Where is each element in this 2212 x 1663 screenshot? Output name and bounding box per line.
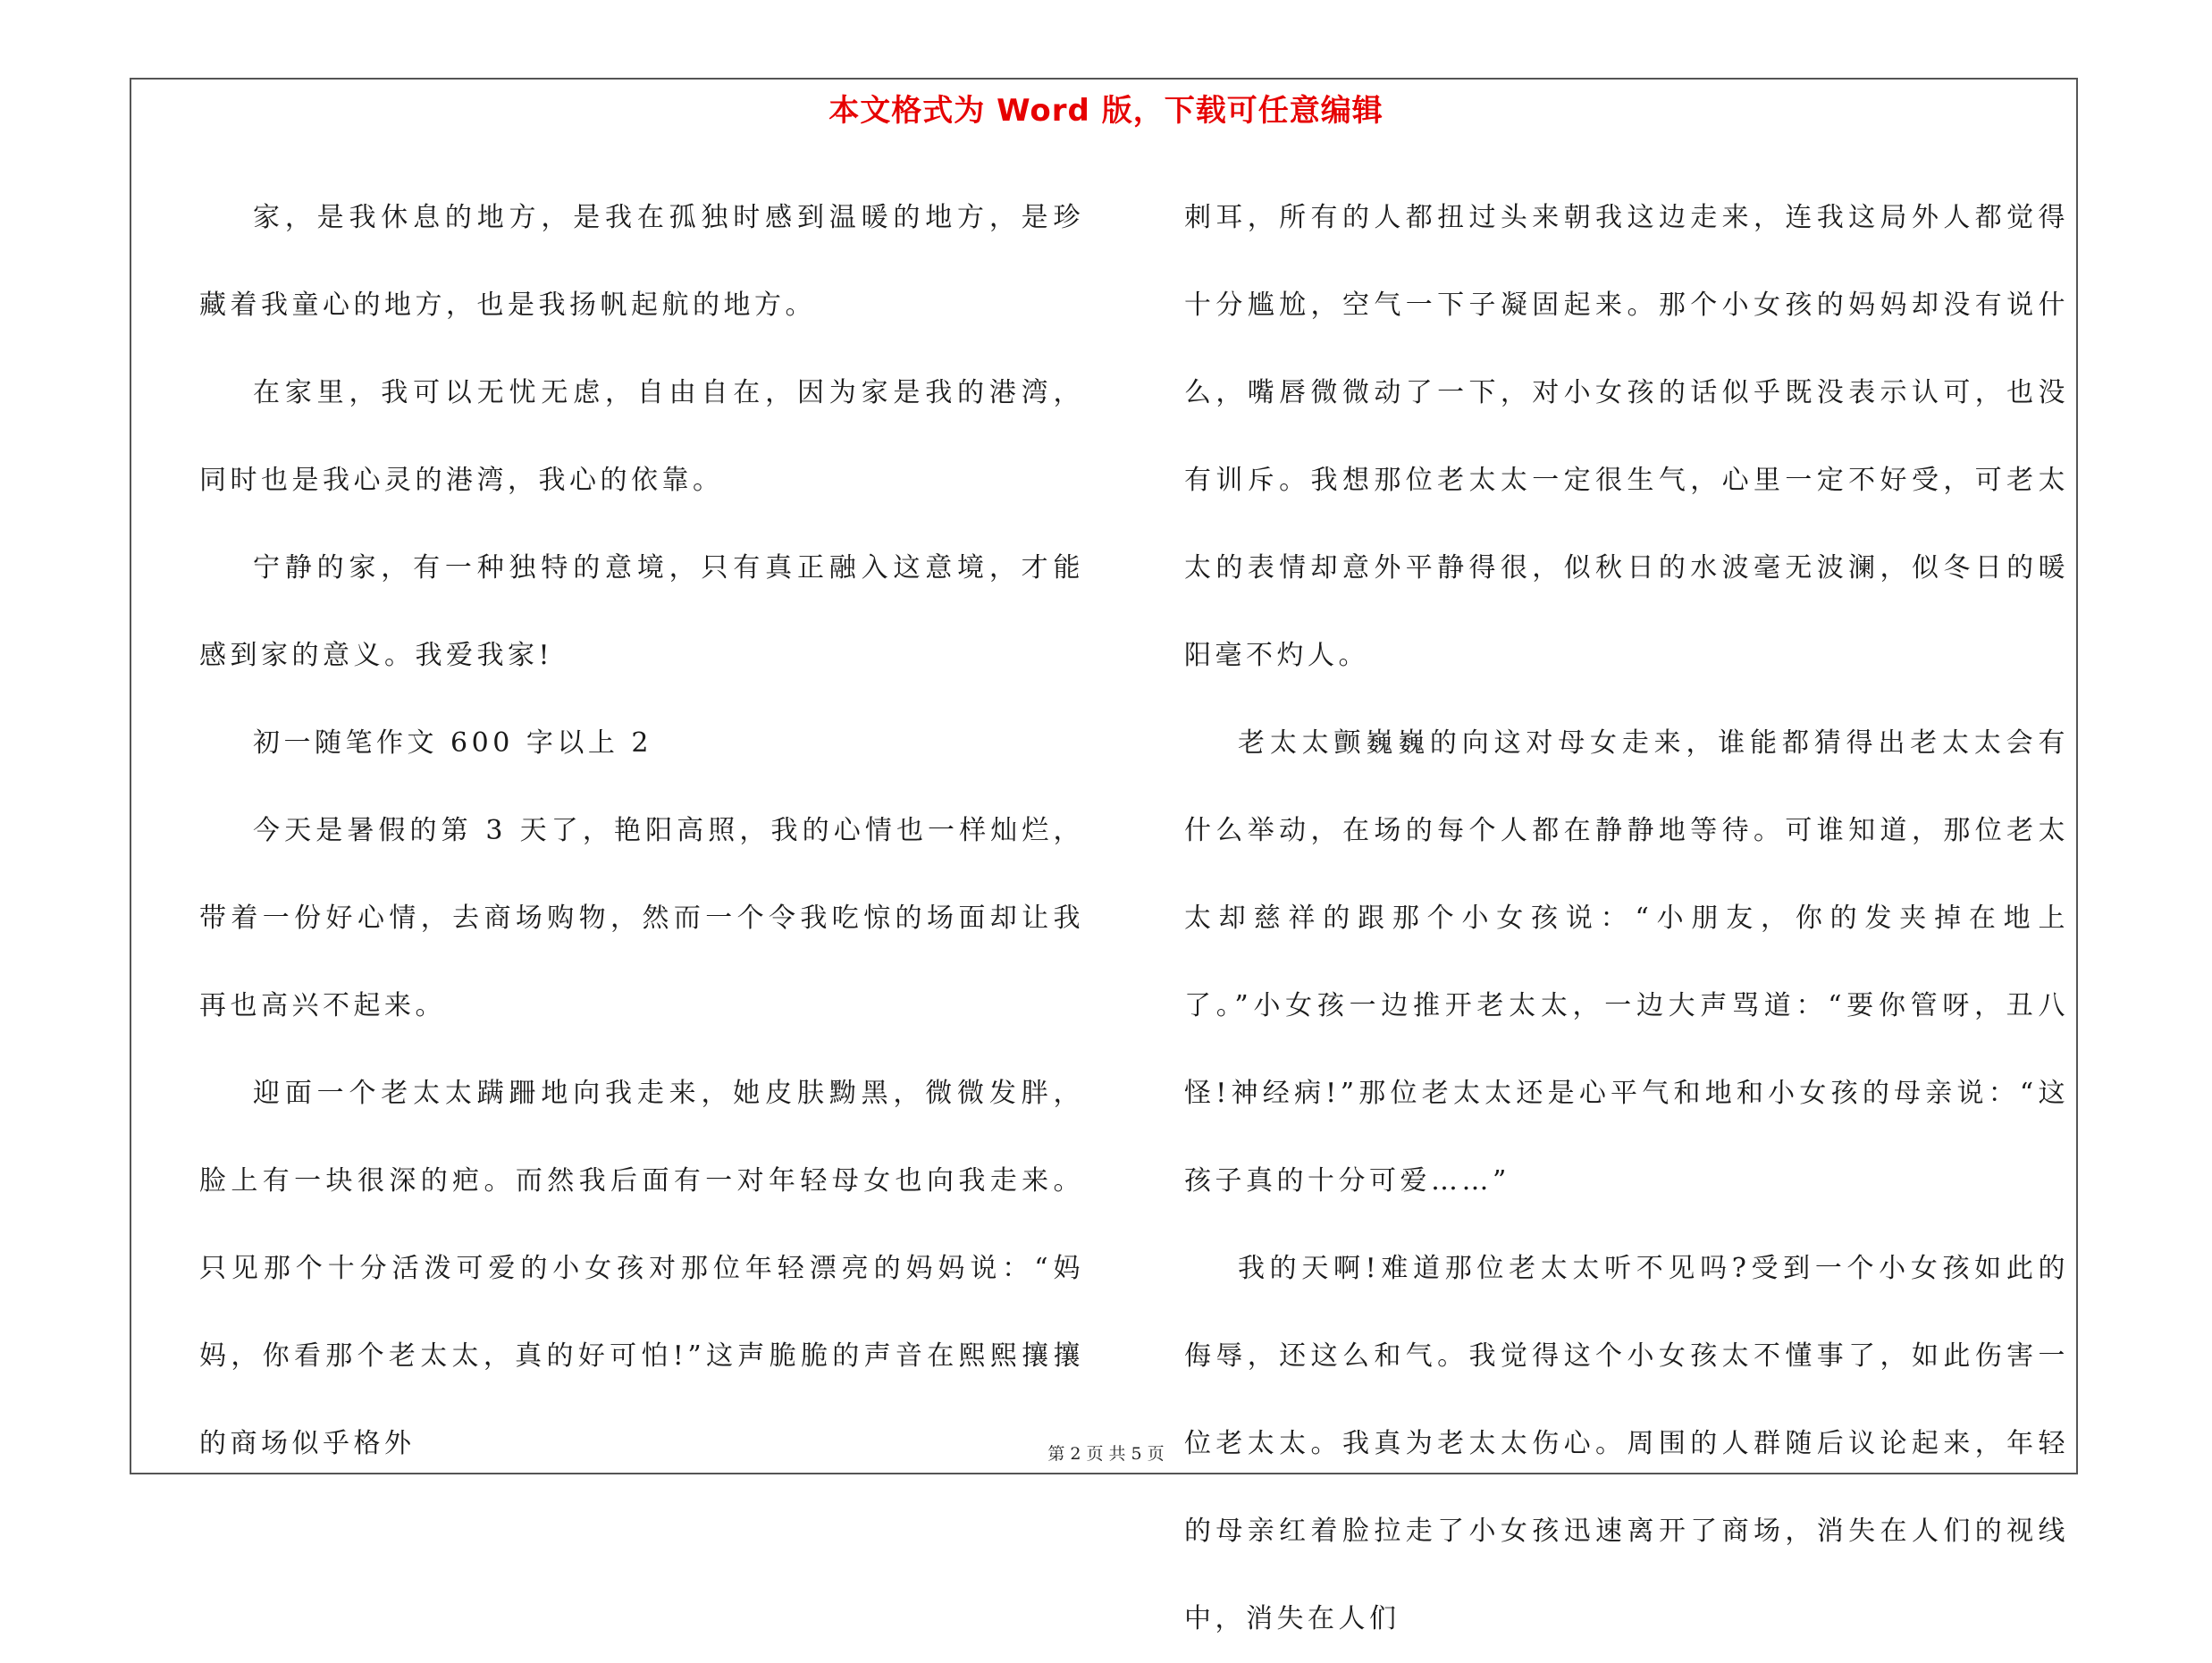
paragraph: 老太太颤巍巍的向这对母女走来，谁能都猜得出老太太会有什么举动，在场的每个人都在静静地等待。可谁知道，那位老太太却慈祥的跟那个小女孩说：“小朋友，你的发夹掉在地上了。”小女孩一边推开老太太，一边大声骂道：“要你管呀，丑八怪!神经病!”那位老太太还是心平气和地和小女孩的母亲说：“这孩子真的十分可爱……” bbox=[1184, 727, 2069, 1197]
format-notice-banner: 本文格式为 Word 版，下载可任意编辑 bbox=[828, 93, 1384, 129]
page-number: 第 2 页 共 5 页 bbox=[1047, 1444, 1165, 1464]
paragraph: 在家里，我可以无忧无虑，自由自在，因为家是我的港湾，同时也是我心灵的港湾，我心的依靠。 bbox=[199, 377, 1084, 496]
section-heading: 初一随笔作文 600 字以上 2 bbox=[253, 727, 652, 759]
paragraph-continued: 刺耳，所有的人都扭过头来朝我这边走来，连我这局外人都觉得十分尴尬，空气一下子凝固起来。那个小女孩的妈妈却没有说什么，嘴唇微微动了一下，对小女孩的话似乎既没表示认可，也没有训斥。我想那位老太太一定很生气，心里一定不好受，可老太太的表情却意外平静得很，似秋日的水波毫无波澜，似冬日的暖阳毫不灼人。 bbox=[1184, 202, 2069, 671]
paragraph: 今天是暑假的第 3 天了，艳阳高照，我的心情也一样灿烂，带着一份好心情，去商场购物，然而一个令我吃惊的场面却让我再也高兴不起来。 bbox=[199, 815, 1084, 1021]
paragraph: 宁静的家，有一种独特的意境，只有真正融入这意境，才能感到家的意义。我爱我家! bbox=[199, 552, 1084, 671]
left-text-column bbox=[199, 174, 1084, 1488]
paragraph: 我的天啊!难道那位老太太听不见吗?受到一个小女孩如此的侮辱，还这么和气。我觉得这个小女孩太不懂事了，如此伤害一位老太太。我真为老太太伤心。周围的人群随后议论起来，年轻的母亲红着脸拉走了小女孩迅速离开了商场，消失在人们的视线中，消失在人们 bbox=[1184, 1253, 2069, 1634]
paragraph: 家，是我休息的地方，是我在孤独时感到温暖的地方，是珍藏着我童心的地方，也是我扬帆起航的地方。 bbox=[199, 202, 1084, 321]
paragraph: 迎面一个老太太蹒跚地向我走来，她皮肤黝黑，微微发胖，脸上有一块很深的疤。而然我后面有一对年轻母女也向我走来。只见那个十分活泼可爱的小女孩对那位年轻漂亮的妈妈说：“妈妈，你看那个老太太，真的好可怕!”这声脆脆的声音在熙熙攘攘的商场似乎格外 bbox=[199, 1078, 1084, 1459]
